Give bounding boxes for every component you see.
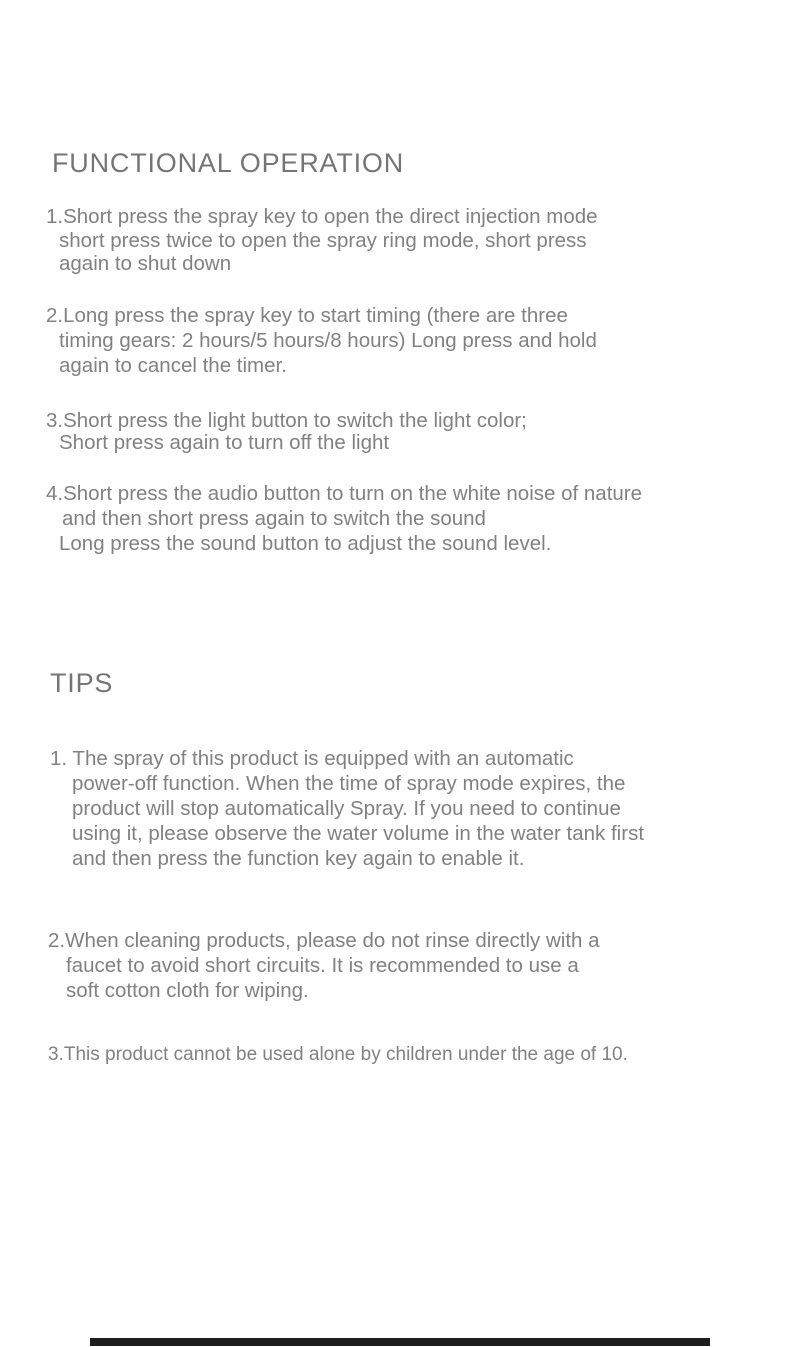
tip-line: 1. The spray of this product is equipped with an automatic (50, 747, 574, 770)
tip-line: 3.This product cannot be used alone by children under the age of 10. (48, 1044, 628, 1065)
instruction-line: 4.Short press the audio button to turn on the white noise of nature (46, 482, 643, 505)
functional-operation-heading: FUNCTIONAL OPERATION (52, 148, 405, 178)
bottom-divider-bar (90, 1338, 710, 1346)
instruction-line: 2.Long press the spray key to start timing (there are three (46, 304, 568, 327)
instruction-item-timing (46, 303, 597, 378)
instruction-line: Long press the sound button to adjust the sound level. (59, 532, 552, 555)
instruction-item-spray-modes (46, 204, 598, 275)
tip-item-auto-power-off (50, 746, 644, 871)
tips-heading: TIPS (50, 668, 114, 698)
tip-line: 2.When cleaning products, please do not rinse directly with a (48, 929, 600, 952)
instruction-line: short press twice to open the spray ring mode, short press (59, 229, 587, 252)
tip-line: product will stop automatically Spray. If you need to continue (72, 797, 621, 820)
instruction-line: timing gears: 2 hours/5 hours/8 hours) Long press and hold (59, 329, 597, 352)
instruction-line: and then short press again to switch the sound (62, 507, 486, 530)
tip-line: faucet to avoid short circuits. It is recommended to use a (66, 954, 579, 977)
tip-item-cleaning (48, 928, 600, 1003)
tip-item-children-warning (48, 1042, 628, 1067)
tip-line: power-off function. When the time of spray mode expires, the (72, 772, 626, 795)
instruction-line: 1.Short press the spray key to open the direct injection mode (46, 205, 598, 228)
tip-line: soft cotton cloth for wiping. (66, 979, 309, 1002)
instruction-line: Short press again to turn off the light (59, 431, 390, 454)
instruction-item-light (46, 410, 527, 454)
tip-line: using it, please observe the water volume in the water tank first (72, 822, 645, 845)
instruction-line: again to cancel the timer. (59, 354, 287, 377)
instruction-line: 3.Short press the light button to switch the light color; (46, 409, 527, 432)
instruction-line: again to shut down (59, 252, 232, 275)
tip-line: and then press the function key again to enable it. (72, 847, 525, 870)
instruction-item-audio (46, 481, 642, 556)
